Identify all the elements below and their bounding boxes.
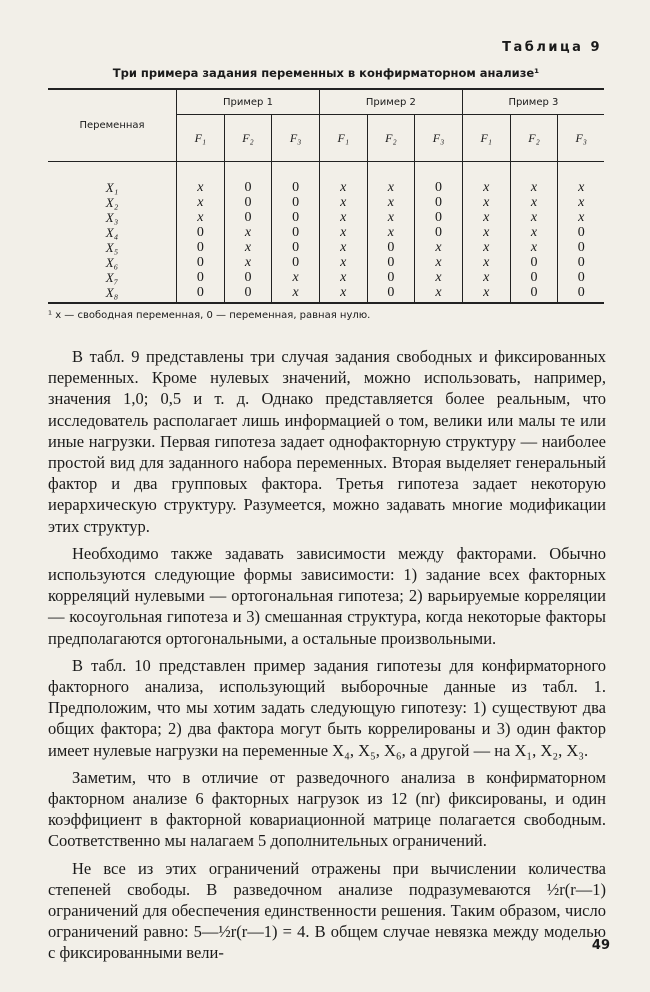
body-text [48,346,606,970]
table-cell: x [272,270,320,285]
table-cell: 0 [224,195,272,210]
table-cell: 0 [510,270,558,285]
variable-label: X₄ [105,225,119,240]
table-cell: x [462,270,510,285]
table-cell: 0 [272,210,320,225]
table-cell: x [319,285,367,303]
table-row [48,240,604,255]
table-cell: x [558,162,604,196]
table-body [48,162,604,304]
table-cell: x [510,162,558,196]
table-cell: x [367,225,415,240]
factor-header: F₃ [272,115,320,162]
variable-label: X₈ [48,285,177,303]
factor-header: F₃ [558,115,604,162]
table-cell: 0 [177,270,225,285]
table-cell: 0 [272,225,320,240]
table-row [48,225,604,240]
variable-label: X₆ [105,255,119,270]
table-cell: x [224,225,272,240]
table-cell: 0 [510,285,558,303]
table-cell: x [462,210,510,225]
table-cell: 0 [177,285,225,303]
table-cell: x [558,195,604,210]
table-cell: 0 [558,255,604,270]
factor-header: F₂ [510,115,558,162]
paragraph: Не все из этих ограничений отражены при вычислении количества степеней свободы. В разведочном анализе подразумеваются ½r(r—1) ограничений для обеспечения единственности решения. Таким образом, число ограничений равно: 5—½r(r—1) = 4. В общем случае невязка между моделью с фиксированными вели- [48,858,606,963]
table-cell: x [510,210,558,225]
paragraph: В табл. 10 представлен пример задания гипотезы для конфирматорного факторного анализа, использующий выборочные данные из табл. 1. Предположим, что мы хотим задать следующую гипотезу: 1) существуют два общих фактора; 2) два фактора могут быть коррелированы и 3) один фактор имеет нулевые нагрузки на переменные X₄, X₅, X₆, а другой — на X₁, X₂, X₃. [48,655,606,760]
table-cell: 0 [558,225,604,240]
table-cell: x [558,210,604,225]
table-cell: 0 [415,162,463,196]
table-cell: x [177,195,225,210]
table-cell: x [319,225,367,240]
table-cell: 0 [558,270,604,285]
table-cell: 0 [367,270,415,285]
group-header: Пример 1 [177,89,320,115]
paragraph: В табл. 9 представлены три случая задания свободных и фиксированных переменных. Кроме нулевых значений, можно использовать, например, значения 1,0; 0,5 и т. д. Однако представляется более реальным, что исследователь располагает лишь информацией о том, велики или малы те или иные нагрузки. Первая гипотеза задает однофакторную структуру — наиболее простой вид для заданного набора переменных. Вторая выделяет генеральный фактор и два групповых фактора. Третья гипотеза задает некоторую иерархическую структуру. Разумеется, можно задавать многие модификации этих структур. [48,347,606,536]
group-header: Пример 3 [462,89,604,115]
data-table [48,88,604,304]
table-cell: 0 [272,255,320,270]
table-cell: 0 [177,225,225,240]
table-cell: x [319,210,367,225]
table-row [48,210,604,225]
table-cell: x [462,240,510,255]
factor-header: F₁ [177,115,225,162]
table-row [48,255,604,270]
table-cell: x [415,255,463,270]
table-cell: x [462,285,510,303]
table-cell: x [510,225,558,240]
table-cell: x [462,162,510,196]
paragraph: Необходимо также задавать зависимости между факторами. Обычно используются следующие формы зависимости: 1) задание всех факторных корреляций нулевыми — ортогональная гипотеза; 2) варьируемые корреляции — косоугольная гипотеза и 3) смешанная структура, когда некоторые факторы предполагаются ортогональными, а остальные произвольными. [48,543,606,648]
table-cell: 0 [272,195,320,210]
table-cell: 0 [558,240,604,255]
group-header: Пример 2 [319,89,462,115]
table-cell: x [319,162,367,196]
table-cell: x [462,255,510,270]
table-cell: 0 [272,162,320,196]
table-cell: 0 [367,240,415,255]
table-cell: x [177,210,225,225]
table-cell: x [319,240,367,255]
factor-header: F₁ [462,115,510,162]
variable-label: X₅ [105,240,119,255]
table-row [48,285,604,303]
table-cell: x [415,285,463,303]
table-cell: x [319,195,367,210]
table-cell: 0 [224,210,272,225]
table-cell: x [510,195,558,210]
variable-label: X₁ [105,180,119,195]
paragraph: Заметим, что в отличие от разведочного анализа в конфирматорном факторном анализе 6 факторных нагрузок из 12 (nr) фиксированы, и один коэффициент в факторной ковариационной матрице полагается свободным. Соответственно мы налагаем 5 дополнительных ограничений. [48,767,606,851]
table-cell: 0 [415,210,463,225]
table-label: Таблица 9 [502,40,602,55]
table-cell: x [224,255,272,270]
table-cell: 0 [558,285,604,303]
table-cell: x [462,225,510,240]
table-cell: x [319,270,367,285]
table-cell: 0 [415,225,463,240]
factor-header: F₂ [367,115,415,162]
table-cell: 0 [272,240,320,255]
table-cell: 0 [367,285,415,303]
factor-header: F₂ [224,115,272,162]
table-cell: 0 [224,270,272,285]
factor-header: F₃ [415,115,463,162]
variable-label: X₇ [105,270,119,285]
table-cell: x [415,270,463,285]
table-cell: 0 [177,255,225,270]
table-cell: x [272,285,320,303]
table-footnote: ¹ x — свободная переменная, 0 — переменная, равная нулю. [48,310,371,321]
table-cell: 0 [177,240,225,255]
table-cell: 0 [224,285,272,303]
table-row [48,195,604,210]
table-row [48,162,604,196]
table-cell: x [224,240,272,255]
table-cell: x [367,195,415,210]
variable-column-header: Переменная [48,89,177,162]
variable-label: X₂ [105,195,119,210]
table-cell: 0 [510,255,558,270]
factor-header: F₁ [319,115,367,162]
table-cell: x [510,240,558,255]
table-cell: x [319,255,367,270]
table-cell: x [367,210,415,225]
table-title: Три примера задания переменных в конфирматорном анализе¹ [112,66,540,80]
table-row [48,270,604,285]
table-cell: 0 [224,162,272,196]
table-cell: x [415,240,463,255]
page-number: 49 [591,938,610,953]
table-cell: 0 [367,255,415,270]
table-cell: x [367,162,415,196]
variable-label: X₃ [105,210,119,225]
table-cell: x [177,162,225,196]
table-cell: 0 [415,195,463,210]
table-cell: x [462,195,510,210]
